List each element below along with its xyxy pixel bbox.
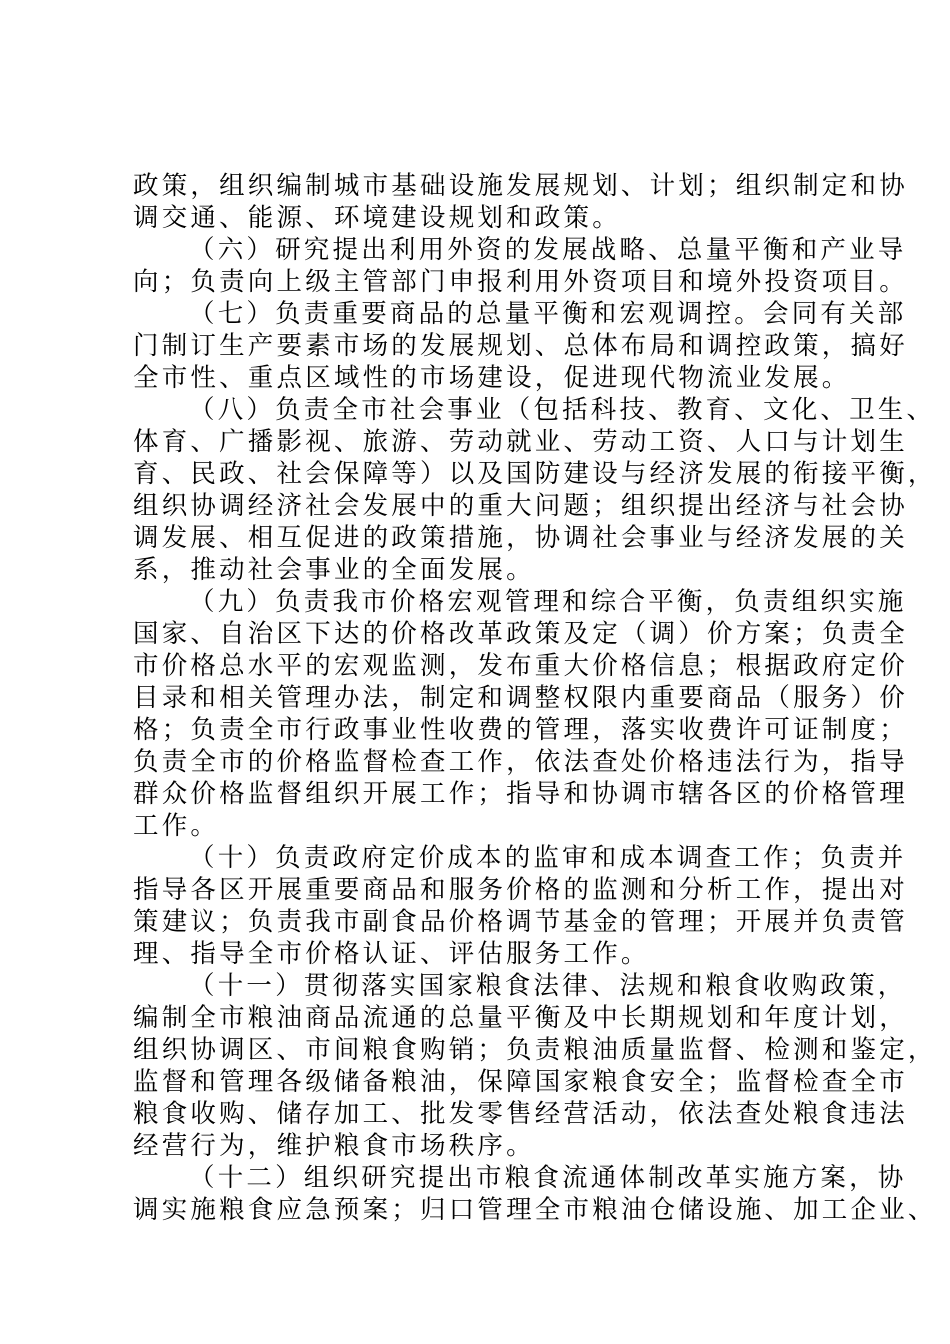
text-line: 市价格总水平的宏观监测，发布重大价格信息；根据政府定价 xyxy=(133,651,908,681)
text-line: （十）负责政府定价成本的监审和成本调查工作；负责并 xyxy=(189,843,907,873)
text-line: 门制订生产要素市场的发展规划、总体布局和调控政策，搞好 xyxy=(133,331,908,361)
paragraph-item-10 xyxy=(133,842,908,970)
paragraph-item-6 xyxy=(133,234,908,298)
text-line: 监督和管理各级储备粮油，保障国家粮食安全；监督检查全市 xyxy=(133,1067,908,1097)
text-line: 育、民政、社会保障等）以及国防建设与经济发展的衔接平衡， xyxy=(133,459,937,489)
text-line: 政策，组织编制城市基础设施发展规划、计划；组织制定和协 xyxy=(133,171,908,201)
text-line: （十一）贯彻落实国家粮食法律、法规和粮食收购政策， xyxy=(189,971,907,1001)
text-line: 负责全市的价格监督检查工作，依法查处价格违法行为，指导 xyxy=(133,747,908,777)
text-line: 理、指导全市价格认证、评估服务工作。 xyxy=(133,939,650,969)
text-line: 群众价格监督组织开展工作；指导和协调市辖各区的价格管理 xyxy=(133,779,908,809)
text-line: （七）负责重要商品的总量平衡和宏观调控。会同有关部 xyxy=(189,299,907,329)
paragraph-continuation xyxy=(133,170,908,234)
paragraph-item-8 xyxy=(133,394,937,586)
text-line: （六）研究提出利用外资的发展战略、总量平衡和产业导 xyxy=(189,235,907,265)
text-line: 国家、自治区下达的价格改革政策及定（调）价方案；负责全 xyxy=(133,619,908,649)
paragraph-item-11 xyxy=(133,970,937,1162)
text-line: 调发展、相互促进的政策措施，协调社会事业与经济发展的关 xyxy=(133,523,908,553)
text-line: 指导各区开展重要商品和服务价格的监测和分析工作，提出对 xyxy=(133,875,908,905)
text-line: 系，推动社会事业的全面发展。 xyxy=(133,555,535,585)
text-line: 策建议；负责我市副食品价格调节基金的管理；开展并负责管 xyxy=(133,907,908,937)
text-line: 调实施粮食应急预案；归口管理全市粮油仓储设施、加工企业、 xyxy=(133,1195,937,1225)
text-line: 工作。 xyxy=(133,811,220,841)
paragraph-item-7 xyxy=(133,298,908,394)
text-line: 目录和相关管理办法，制定和调整权限内重要商品（服务）价 xyxy=(133,683,908,713)
text-line: 格；负责全市行政事业性收费的管理，落实收费许可证制度； xyxy=(133,715,908,745)
text-line: （八）负责全市社会事业（包括科技、教育、文化、卫生、 xyxy=(189,395,936,425)
text-line: 粮食收购、储存加工、批发零售经营活动，依法查处粮食违法 xyxy=(133,1099,908,1129)
text-line: 体育、广播影视、旅游、劳动就业、劳动工资、人口与计划生 xyxy=(133,427,908,457)
paragraph-item-12 xyxy=(133,1162,937,1226)
text-line: 全市性、重点区域性的市场建设，促进现代物流业发展。 xyxy=(133,363,851,393)
text-line: 组织协调区、市间粮食购销；负责粮油质量监督、检测和鉴定， xyxy=(133,1035,937,1065)
text-line: （九）负责我市价格宏观管理和综合平衡，负责组织实施 xyxy=(189,587,907,617)
text-line: 组织协调经济社会发展中的重大问题；组织提出经济与社会协 xyxy=(133,491,908,521)
text-line: 调交通、能源、环境建设规划和政策。 xyxy=(133,203,621,233)
text-line: 向；负责向上级主管部门申报利用外资项目和境外投资项目。 xyxy=(133,267,908,297)
paragraph-item-9 xyxy=(133,586,908,842)
text-line: （十二）组织研究提出市粮食流通体制改革实施方案，协 xyxy=(189,1163,907,1193)
text-line: 经营行为，维护粮食市场秩序。 xyxy=(133,1131,535,1161)
document-body xyxy=(133,170,937,1226)
text-line: 编制全市粮油商品流通的总量平衡及中长期规划和年度计划， xyxy=(133,1003,908,1033)
